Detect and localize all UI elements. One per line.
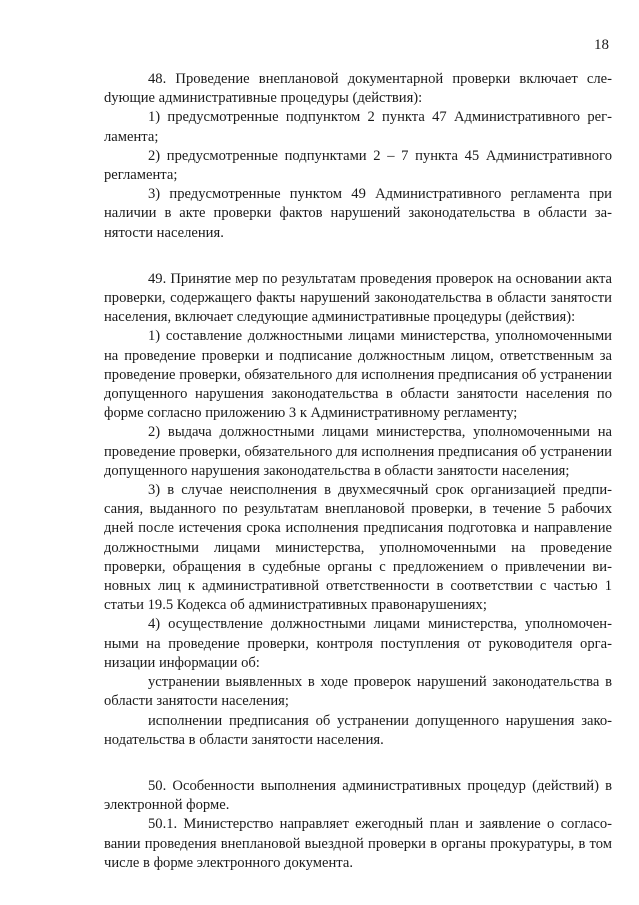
paragraph-49-4-a: устранении выявленных в ходе проверок нарушений законодательства в области занятости населения; xyxy=(104,674,612,710)
paragraph-48-1: 1) предусмотренные подпунктом 2 пункта 47 Административного регламента; xyxy=(104,109,612,145)
section-gap xyxy=(104,243,612,270)
section-gap xyxy=(104,750,612,777)
paragraph-49-2: 2) выдача должностными лицами министерства, уполномоченными на проведение проверки, обязательного для исполнения предписания об устранении допущенного нарушения законодательства в области занятости населения; xyxy=(104,424,612,479)
document-body xyxy=(104,70,612,873)
paragraph-48-3: 3) предусмотренные пунктом 49 Административного регламента при наличии в акте проверки фактов нарушений законодательства в области занятости населения. xyxy=(104,186,612,241)
paragraph-49-4-b: исполнении предписания об устранении допущенного нарушения законодательства в области занятости населения. xyxy=(104,712,612,748)
paragraph-50-1: 50.1. Министерство направляет ежегодный план и заявление о согласовании проведения внеплановой выездной проверки в органы прокуратуры, в том числе в форме электронного документа. xyxy=(104,816,612,871)
paragraph-49-3: 3) в случае неисполнения в двухмесячный срок организацией предписания, выданного по результатам внеплановой проверки, в течение 5 рабочих дней после истечения срока исполнения предписания подготовка и направление должностными лицами министерства, уполномоченными на проведение проверки, обращения в судебные органы с предложением о привлечении виновных лиц к административной ответственности в соответствии с частью 1 статьи 19.5 Кодекса об административных правонарушениях; xyxy=(104,482,612,614)
paragraph-48-2: 2) предусмотренные подпунктами 2 – 7 пункта 45 Административного регламента; xyxy=(104,147,612,184)
paragraph-49: 49. Принятие мер по результатам проведения проверок на основании акта проверки, содержащего факты нарушений законодательства в области занятости населения, включает следующие административные процедуры (действия): xyxy=(104,270,612,326)
paragraph-49-4: 4) осуществление должностными лицами министерства, уполномоченными на проведение проверки, контроля поступления от руководителя организации информации об: xyxy=(104,616,612,671)
paragraph-50: 50. Особенности выполнения административных процедур (действий) в электронной форме. xyxy=(104,777,612,814)
page-number: 18 xyxy=(594,37,609,53)
paragraph-49-1: 1) составление должностными лицами министерства, уполномоченными на проведение проверки и подписание должностным лицом, ответственным за проведение проверки, обязательного для исполнения предписания об устранении допущенного нарушения законодательства в области занятости населения по форме согласно приложению 3 к Административному регламенту; xyxy=(104,328,612,422)
paragraph-48: 48. Проведение внеплановой документарной проверки включает слеdующие административные процедуры (действия): xyxy=(104,71,612,107)
